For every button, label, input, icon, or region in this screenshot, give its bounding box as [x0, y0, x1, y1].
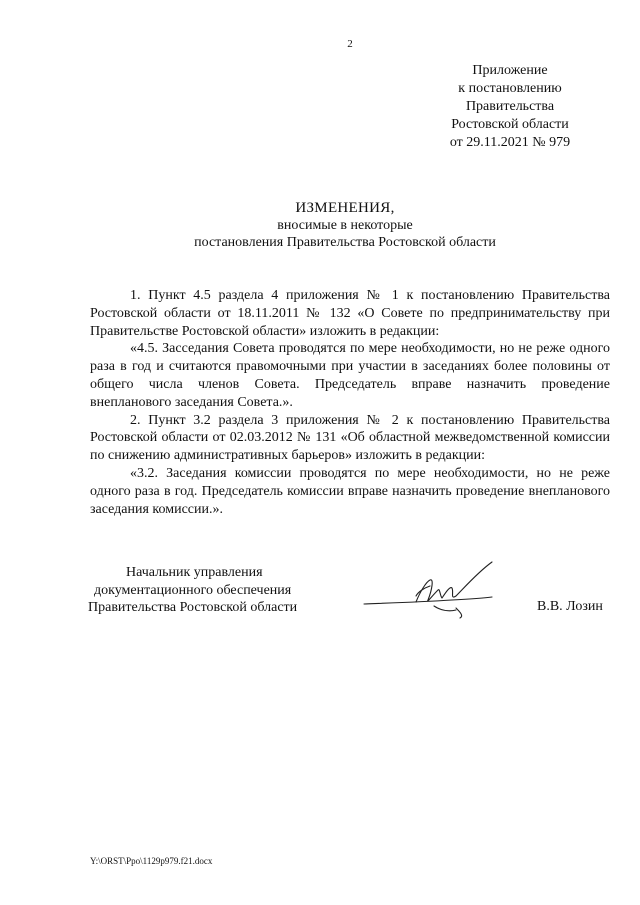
paragraph: «3.2. Заседания комиссии проводятся по мере необходимости, но не реже одного раза в год. Председатель комиссии вправе назначить проведение внепланового заседания комиссии.». — [90, 465, 610, 517]
appendix-line: к постановлению — [458, 81, 562, 96]
title-subtitle-line: вносимые в некоторые — [277, 218, 413, 233]
file-path: Y:\ORST\Ppo\1129p979.f21.docx — [90, 856, 213, 866]
appendix-line: от 29.11.2021 № 979 — [449, 135, 571, 150]
page-number: 2 — [347, 38, 353, 50]
appendix-line: Приложение — [472, 63, 548, 78]
appendix-header — [440, 62, 580, 152]
appendix-line: Правительства — [465, 99, 555, 114]
position-line: Начальник управления — [126, 565, 263, 580]
position-line: документационного обеспечения — [94, 582, 292, 598]
position-line: Правительства Ростовской области — [88, 600, 298, 615]
paragraph: 2. Пункт 3.2 раздела 3 приложения № 2 к постановлению Правительства Ростовской области от 02.03.2012 № 131 «Об областной межведомственной комиссии по снижению административных барьеров» изложить в редакции: — [90, 412, 610, 464]
paragraph: «4.5. Засседания Совета проводятся по мере необходимости, но не реже одного раза в год и считаются правомочными при участии в заседаниях более половины от общего числа членов Совета. Председатель вправе назначить проведение внепланового заседания Совета.». — [90, 341, 610, 410]
signer-name: В.В. Лозин — [537, 599, 603, 614]
document-body — [90, 287, 610, 518]
signatory-position — [88, 564, 328, 617]
handwritten-signature — [360, 556, 510, 632]
paragraph: 1. Пункт 4.5 раздела 4 приложения № 1 к постановлению Правительства Ростовской области от 18.11.2011 № 132 «О Совете по предпринимательству при Правительстве Ростовской области» изложить в редакции: — [90, 288, 610, 339]
title-main: ИЗМЕНЕНИЯ, — [295, 200, 395, 216]
document-title — [0, 200, 640, 251]
appendix-line: Ростовской области — [451, 117, 569, 132]
title-subtitle-line: постановления Правительства Ростовской области — [194, 235, 496, 250]
